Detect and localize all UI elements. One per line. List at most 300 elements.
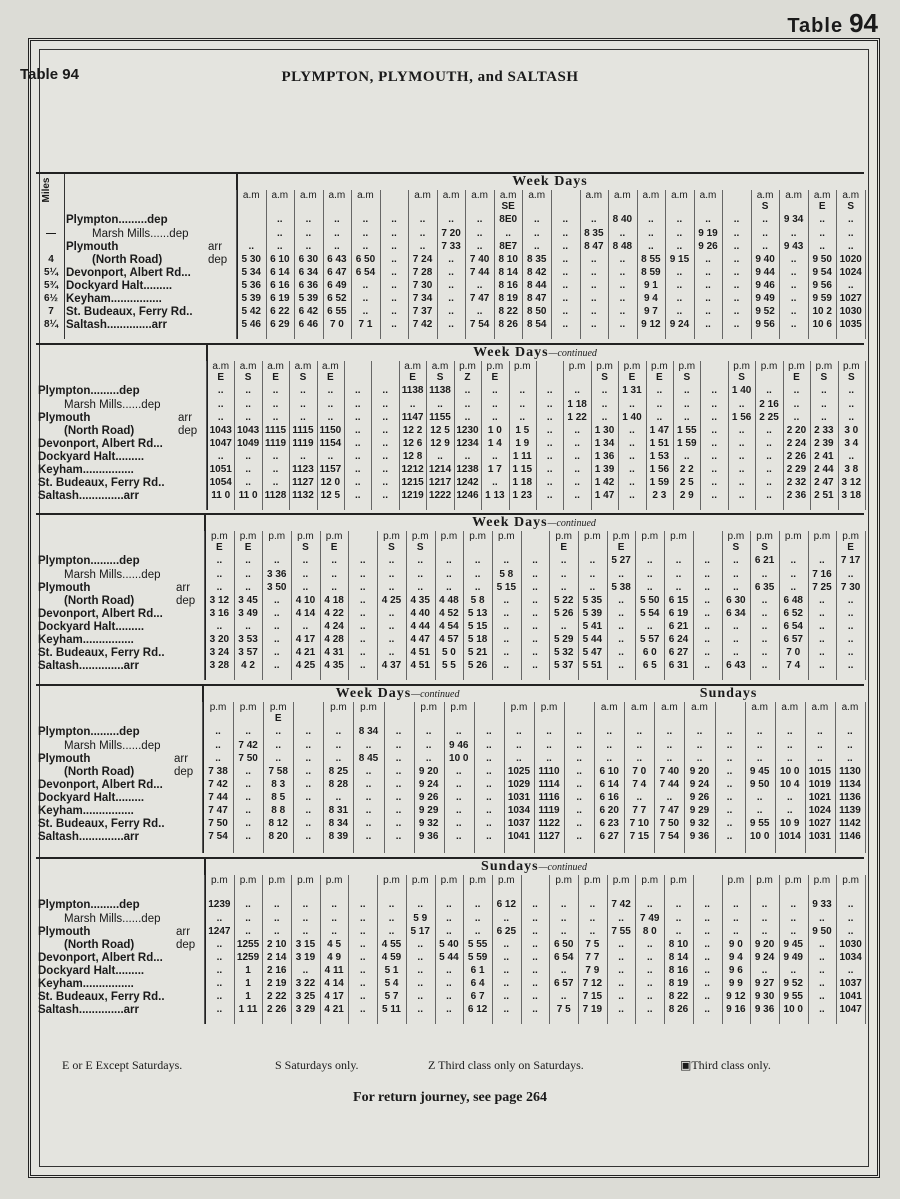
time-cell: .. bbox=[505, 228, 511, 239]
time-cell: .. bbox=[533, 228, 540, 239]
time-cell: .. bbox=[360, 647, 366, 658]
time-cell: 7 42 bbox=[412, 319, 433, 330]
time-cell: .. bbox=[576, 740, 582, 751]
time-cell: .. bbox=[761, 569, 768, 580]
train-column bbox=[810, 361, 838, 510]
time-cell: 7 40 bbox=[469, 254, 490, 265]
column-header: p.m bbox=[383, 531, 400, 542]
time-cell: 5 35 bbox=[582, 595, 603, 606]
time-cell: .. bbox=[391, 306, 397, 317]
banner-title: Sundays bbox=[481, 859, 539, 874]
station-column bbox=[36, 686, 204, 853]
time-cell: .. bbox=[455, 818, 462, 829]
column-header: p.m bbox=[596, 361, 613, 372]
time-cell: 7 0 bbox=[632, 766, 647, 777]
time-cell: .. bbox=[448, 254, 454, 265]
time-cell: .. bbox=[761, 634, 768, 645]
time-cell: 6 49 bbox=[327, 280, 347, 291]
time-cell: 9 9 bbox=[728, 978, 743, 989]
time-cell: 2 16 bbox=[267, 965, 287, 976]
column-header: p.m bbox=[760, 361, 778, 372]
column-header: p.m bbox=[651, 361, 668, 372]
time-cell: .. bbox=[245, 621, 251, 632]
time-cell: 1134 bbox=[839, 779, 861, 790]
station-column bbox=[36, 174, 238, 339]
time-cell: .. bbox=[464, 451, 471, 462]
section-banner bbox=[204, 515, 864, 530]
time-cell: .. bbox=[847, 740, 853, 751]
time-cell: .. bbox=[618, 978, 624, 989]
column-symbol: E bbox=[409, 372, 416, 383]
time-cell: .. bbox=[391, 228, 397, 239]
time-cell: .. bbox=[275, 726, 281, 737]
time-cell: .. bbox=[532, 555, 538, 566]
time-cell: 9 27 bbox=[754, 978, 775, 989]
time-cell: .. bbox=[793, 412, 800, 423]
time-cell: .. bbox=[646, 952, 653, 963]
station-label: Plympton.........dep bbox=[38, 385, 140, 397]
time-cell: .. bbox=[446, 1004, 452, 1015]
time-cell: .. bbox=[591, 319, 597, 330]
time-cell: .. bbox=[790, 319, 797, 330]
time-cell: 7 40 bbox=[659, 766, 680, 777]
time-cell: 2 10 bbox=[267, 939, 287, 950]
time-cell: 1217 bbox=[428, 477, 452, 488]
time-cell: 1031 bbox=[507, 792, 531, 803]
time-cell: 6 55 bbox=[327, 306, 347, 317]
time-cell: 1021 bbox=[808, 792, 831, 803]
time-cell: .. bbox=[704, 582, 710, 593]
time-cell: 3 29 bbox=[295, 1004, 316, 1015]
time-cell: 4 57 bbox=[439, 634, 459, 645]
timetable-grid bbox=[204, 875, 865, 1024]
time-cell: .. bbox=[704, 569, 710, 580]
column-header: p.m bbox=[756, 531, 773, 542]
time-cell: 8 22 bbox=[498, 306, 518, 317]
column-header: p.m bbox=[813, 875, 831, 886]
time-cell: 4 14 bbox=[295, 608, 316, 619]
train-column bbox=[722, 531, 752, 680]
time-cell: .. bbox=[848, 399, 855, 410]
time-cell: 1051 bbox=[209, 464, 232, 475]
time-cell: .. bbox=[272, 399, 279, 410]
time-cell: 6 27 bbox=[668, 647, 689, 658]
train-column bbox=[534, 702, 565, 853]
train-column bbox=[654, 702, 685, 853]
time-cell: .. bbox=[365, 792, 372, 803]
time-cell: 1 bbox=[245, 978, 251, 989]
time-cell: 8 16 bbox=[498, 280, 518, 291]
time-cell: 2 5 bbox=[679, 477, 694, 488]
time-cell: 4 54 bbox=[439, 621, 459, 632]
time-cell: .. bbox=[618, 647, 624, 658]
time-cell: 2 3 bbox=[652, 490, 667, 501]
time-cell: .. bbox=[704, 1004, 710, 1015]
train-column bbox=[608, 190, 638, 339]
train-column bbox=[399, 361, 427, 510]
time-cell: .. bbox=[704, 660, 710, 671]
time-cell: .. bbox=[417, 939, 423, 950]
time-cell: .. bbox=[503, 965, 510, 976]
train-column bbox=[808, 190, 838, 339]
time-cell: .. bbox=[790, 254, 797, 265]
time-cell: 1 11 bbox=[238, 1004, 258, 1015]
time-cell: .. bbox=[300, 451, 306, 462]
time-cell: .. bbox=[360, 939, 366, 950]
footnote-third-class-text: Third class only. bbox=[691, 1058, 771, 1072]
train-column bbox=[836, 190, 866, 339]
time-cell: .. bbox=[331, 582, 337, 593]
time-cell: .. bbox=[417, 978, 423, 989]
time-cell: .. bbox=[388, 582, 395, 593]
banner-title: Week Days bbox=[472, 515, 548, 530]
time-cell: .. bbox=[382, 412, 388, 423]
time-cell: .. bbox=[821, 412, 827, 423]
time-cell: 9 4 bbox=[643, 293, 658, 304]
time-cell: .. bbox=[711, 451, 717, 462]
train-column bbox=[635, 875, 665, 1024]
time-cell: 9 12 bbox=[641, 319, 661, 330]
time-cell: .. bbox=[382, 464, 388, 475]
label-arr: arr bbox=[174, 753, 189, 765]
time-cell: 3 12 bbox=[209, 595, 230, 606]
time-cell: 1 bbox=[245, 991, 251, 1002]
time-cell: 4 10 bbox=[295, 595, 316, 606]
time-cell: .. bbox=[733, 214, 740, 225]
time-cell: .. bbox=[646, 965, 653, 976]
time-cell: .. bbox=[574, 477, 580, 488]
time-cell: .. bbox=[676, 306, 683, 317]
time-cell: 1 18 bbox=[567, 399, 587, 410]
station-label: Marsh Mills......dep bbox=[64, 740, 161, 752]
time-cell: .. bbox=[711, 399, 717, 410]
time-cell: .. bbox=[601, 385, 608, 396]
station-label: Marsh Mills......dep bbox=[92, 228, 189, 240]
train-column bbox=[494, 190, 524, 339]
time-cell: .. bbox=[761, 965, 768, 976]
time-cell: .. bbox=[215, 726, 221, 737]
time-cell: 9 32 bbox=[689, 818, 710, 829]
time-cell: .. bbox=[560, 899, 567, 910]
time-cell: 1222 bbox=[428, 490, 452, 501]
time-cell: 9 26 bbox=[418, 792, 439, 803]
time-cell: .. bbox=[766, 438, 772, 449]
time-cell: .. bbox=[762, 214, 768, 225]
column-header: p.m bbox=[584, 875, 601, 886]
time-cell: 1132 bbox=[292, 490, 314, 501]
miles-label: Miles bbox=[41, 177, 52, 203]
train-column bbox=[463, 875, 493, 1024]
time-cell: 10 0 bbox=[780, 766, 800, 777]
station-label: Devonport, Albert Rd... bbox=[38, 779, 163, 791]
time-cell: .. bbox=[574, 438, 580, 449]
time-cell: 4 18 bbox=[324, 595, 344, 606]
time-cell: .. bbox=[790, 555, 797, 566]
time-cell: .. bbox=[704, 647, 710, 658]
time-cell: .. bbox=[819, 978, 825, 989]
label-arr: arr bbox=[176, 926, 191, 938]
time-cell: 1037 bbox=[839, 978, 862, 989]
column-symbol: E bbox=[274, 713, 282, 724]
timetable-section bbox=[36, 857, 864, 1024]
time-cell: 7 44 bbox=[208, 792, 228, 803]
train-column bbox=[694, 190, 724, 339]
column-header: p.m bbox=[733, 361, 750, 372]
time-cell: .. bbox=[761, 899, 768, 910]
time-cell: 3 0 bbox=[844, 425, 859, 436]
time-cell: 4 28 bbox=[324, 634, 344, 645]
time-cell: .. bbox=[738, 490, 745, 501]
time-cell: 1 0 bbox=[487, 425, 502, 436]
time-cell: 5 13 bbox=[467, 608, 488, 619]
time-cell: 8 47 bbox=[526, 293, 547, 304]
time-cell: .. bbox=[391, 280, 397, 291]
miles-value: 7 bbox=[48, 306, 54, 317]
train-column bbox=[205, 531, 235, 680]
time-cell: .. bbox=[419, 241, 426, 252]
time-cell: .. bbox=[738, 438, 745, 449]
column-header: p.m bbox=[497, 531, 515, 542]
time-cell: .. bbox=[382, 451, 388, 462]
page-title: PLYMPTON, PLYMOUTH, and SALTASH bbox=[281, 69, 579, 85]
time-cell: .. bbox=[532, 569, 538, 580]
time-cell: .. bbox=[636, 740, 643, 751]
column-symbol: E bbox=[628, 372, 636, 383]
column-header: a.m bbox=[813, 190, 831, 201]
time-cell: .. bbox=[302, 582, 309, 593]
time-cell: 7 1 bbox=[358, 319, 373, 330]
time-cell: .. bbox=[601, 399, 608, 410]
column-header: a.m bbox=[300, 190, 317, 201]
column-header: p.m bbox=[670, 875, 687, 886]
time-cell: 1 42 bbox=[594, 477, 615, 488]
time-cell: .. bbox=[503, 939, 510, 950]
time-cell: .. bbox=[790, 965, 797, 976]
column-header: p.m bbox=[584, 531, 601, 542]
column-header: a.m bbox=[811, 702, 829, 713]
train-column bbox=[504, 702, 535, 853]
time-cell: 6 57 bbox=[553, 978, 574, 989]
train-column bbox=[701, 361, 729, 510]
time-cell: .. bbox=[733, 899, 739, 910]
train-column bbox=[262, 361, 290, 510]
time-cell: 5 34 bbox=[241, 267, 261, 278]
time-cell: .. bbox=[766, 451, 772, 462]
time-cell: 7 17 bbox=[840, 555, 861, 566]
column-header: p.m bbox=[513, 361, 531, 372]
time-cell: 9 6 bbox=[728, 965, 743, 976]
time-cell: .. bbox=[382, 490, 388, 501]
time-cell: .. bbox=[675, 555, 682, 566]
train-column bbox=[492, 875, 522, 1024]
time-cell: .. bbox=[819, 555, 825, 566]
time-cell: 6 29 bbox=[270, 319, 290, 330]
time-cell: .. bbox=[327, 385, 334, 396]
time-cell: .. bbox=[362, 306, 369, 317]
timetable-grid bbox=[236, 190, 865, 339]
time-cell: 5 15 bbox=[496, 582, 517, 593]
time-cell: .. bbox=[503, 991, 510, 1002]
time-cell: 1246 bbox=[456, 490, 479, 501]
time-cell: .. bbox=[455, 766, 462, 777]
time-cell: .. bbox=[576, 805, 582, 816]
time-cell: 7 5 bbox=[585, 939, 600, 950]
time-cell: .. bbox=[533, 214, 540, 225]
time-cell: 1 40 bbox=[622, 412, 642, 423]
time-cell: 9 24 bbox=[669, 319, 690, 330]
time-cell: .. bbox=[360, 555, 366, 566]
time-cell: 5 37 bbox=[553, 660, 574, 671]
miles-value: 8¼ bbox=[44, 319, 58, 330]
station-label: Devonport, Albert Rd... bbox=[38, 952, 163, 964]
time-cell: .. bbox=[305, 792, 312, 803]
time-cell: .. bbox=[562, 241, 569, 252]
column-symbol: S bbox=[416, 542, 424, 553]
time-cell: .. bbox=[245, 451, 251, 462]
time-cell: .. bbox=[305, 228, 312, 239]
time-cell: .. bbox=[532, 634, 538, 645]
time-cell: 5 9 bbox=[413, 913, 428, 924]
time-cell: .. bbox=[711, 385, 717, 396]
time-cell: 4 31 bbox=[324, 647, 344, 658]
time-cell: .. bbox=[391, 254, 397, 265]
time-cell: 2 29 bbox=[786, 464, 807, 475]
time-cell: 7 5 bbox=[556, 1004, 571, 1015]
time-cell: 7 7 bbox=[632, 805, 647, 816]
label-dep: dep bbox=[176, 939, 196, 951]
time-cell: .. bbox=[696, 740, 703, 751]
time-cell: 6 54 bbox=[355, 267, 376, 278]
time-cell: 8 48 bbox=[612, 241, 633, 252]
time-cell: 1138 bbox=[429, 385, 451, 396]
time-cell: .. bbox=[618, 595, 624, 606]
time-cell: .. bbox=[245, 818, 251, 829]
time-cell: .. bbox=[425, 726, 432, 737]
time-cell: .. bbox=[847, 926, 854, 937]
time-cell: .. bbox=[738, 464, 745, 475]
train-column bbox=[755, 361, 783, 510]
time-cell: .. bbox=[618, 569, 624, 580]
time-cell: 5 39 bbox=[241, 293, 261, 304]
time-cell: .. bbox=[576, 831, 582, 842]
column-header: p.m bbox=[360, 702, 377, 713]
train-column bbox=[664, 875, 694, 1024]
time-cell: .. bbox=[362, 293, 369, 304]
station-label: Saltash..............arr bbox=[66, 319, 167, 331]
time-cell: 7 50 bbox=[208, 818, 228, 829]
time-cell: 7 47 bbox=[659, 805, 680, 816]
time-cell: .. bbox=[503, 1004, 510, 1015]
time-cell: .. bbox=[546, 477, 553, 488]
train-column bbox=[435, 875, 465, 1024]
time-cell: 9 26 bbox=[698, 241, 718, 252]
time-cell: .. bbox=[455, 726, 462, 737]
time-cell: .. bbox=[819, 965, 825, 976]
time-cell: 7 9 bbox=[585, 965, 600, 976]
time-cell: .. bbox=[532, 899, 538, 910]
time-cell: 3 4 bbox=[844, 438, 859, 449]
time-cell: 5 22 bbox=[553, 595, 574, 606]
time-cell: .. bbox=[300, 412, 306, 423]
column-header: a.m bbox=[642, 190, 660, 201]
train-column bbox=[234, 875, 264, 1024]
time-cell: 1 34 bbox=[594, 438, 615, 449]
station-label: St. Budeaux, Ferry Rd.. bbox=[38, 991, 165, 1003]
time-cell: .. bbox=[245, 899, 251, 910]
time-cell: 1 40 bbox=[731, 385, 752, 396]
return-journey-note: For return journey, see page 264 bbox=[353, 1090, 547, 1105]
time-cell: .. bbox=[821, 385, 827, 396]
time-cell: 9 43 bbox=[783, 241, 804, 252]
time-cell: 8 47 bbox=[584, 241, 604, 252]
station-label: Plympton.........dep bbox=[66, 214, 168, 226]
time-cell: .. bbox=[705, 214, 711, 225]
time-cell: .. bbox=[476, 241, 483, 252]
time-cell: .. bbox=[766, 464, 772, 475]
time-cell: .. bbox=[847, 595, 854, 606]
time-cell: .. bbox=[446, 991, 452, 1002]
column-header: a.m bbox=[499, 190, 517, 201]
time-cell: 8 14 bbox=[498, 267, 518, 278]
time-cell: 1043 bbox=[236, 425, 260, 436]
time-cell: 8 16 bbox=[668, 965, 689, 976]
column-header: p.m bbox=[510, 702, 528, 713]
time-cell: 3 12 bbox=[841, 477, 862, 488]
footnote-except-saturdays: E or E Except Saturdays. bbox=[62, 1058, 183, 1072]
time-cell: .. bbox=[562, 319, 569, 330]
time-cell: 5 5 bbox=[441, 660, 456, 671]
time-cell: .. bbox=[273, 595, 280, 606]
time-cell: 2 33 bbox=[814, 425, 834, 436]
column-symbol: E bbox=[244, 542, 252, 553]
time-cell: .. bbox=[738, 399, 745, 410]
time-cell: .. bbox=[733, 280, 740, 291]
time-cell: 5 17 bbox=[410, 926, 430, 937]
time-cell: 7 24 bbox=[412, 254, 433, 265]
time-cell: 11 0 bbox=[211, 490, 231, 501]
time-cell: .. bbox=[733, 569, 739, 580]
time-cell: .. bbox=[388, 555, 395, 566]
time-cell: 7 15 bbox=[629, 831, 650, 842]
time-cell: 1 56 bbox=[649, 464, 670, 475]
time-cell: 2 41 bbox=[814, 451, 834, 462]
time-cell: .. bbox=[455, 792, 462, 803]
time-cell: 9 33 bbox=[812, 899, 832, 910]
train-column bbox=[728, 361, 756, 510]
time-cell: .. bbox=[560, 621, 567, 632]
time-cell: .. bbox=[676, 280, 683, 291]
time-cell: .. bbox=[761, 595, 768, 606]
station-label: Dockyard Halt......... bbox=[66, 280, 173, 292]
time-cell: .. bbox=[619, 267, 626, 278]
time-cell: 8 59 bbox=[641, 267, 661, 278]
column-header: a.m bbox=[242, 190, 260, 201]
time-cell: 10 6 bbox=[812, 319, 832, 330]
time-cell: 3 24 bbox=[209, 647, 230, 658]
time-cell: .. bbox=[790, 926, 797, 937]
time-cell: .. bbox=[819, 608, 825, 619]
time-cell: 4 14 bbox=[324, 978, 344, 989]
train-column bbox=[549, 875, 579, 1024]
time-cell: .. bbox=[786, 726, 793, 737]
train-column bbox=[406, 531, 436, 680]
time-cell: 1114 bbox=[538, 779, 560, 790]
time-cell: 9 24 bbox=[418, 779, 439, 790]
time-cell: .. bbox=[819, 1004, 825, 1015]
time-cell: .. bbox=[766, 425, 772, 436]
time-cell: .. bbox=[618, 965, 624, 976]
time-cell: .. bbox=[331, 899, 337, 910]
